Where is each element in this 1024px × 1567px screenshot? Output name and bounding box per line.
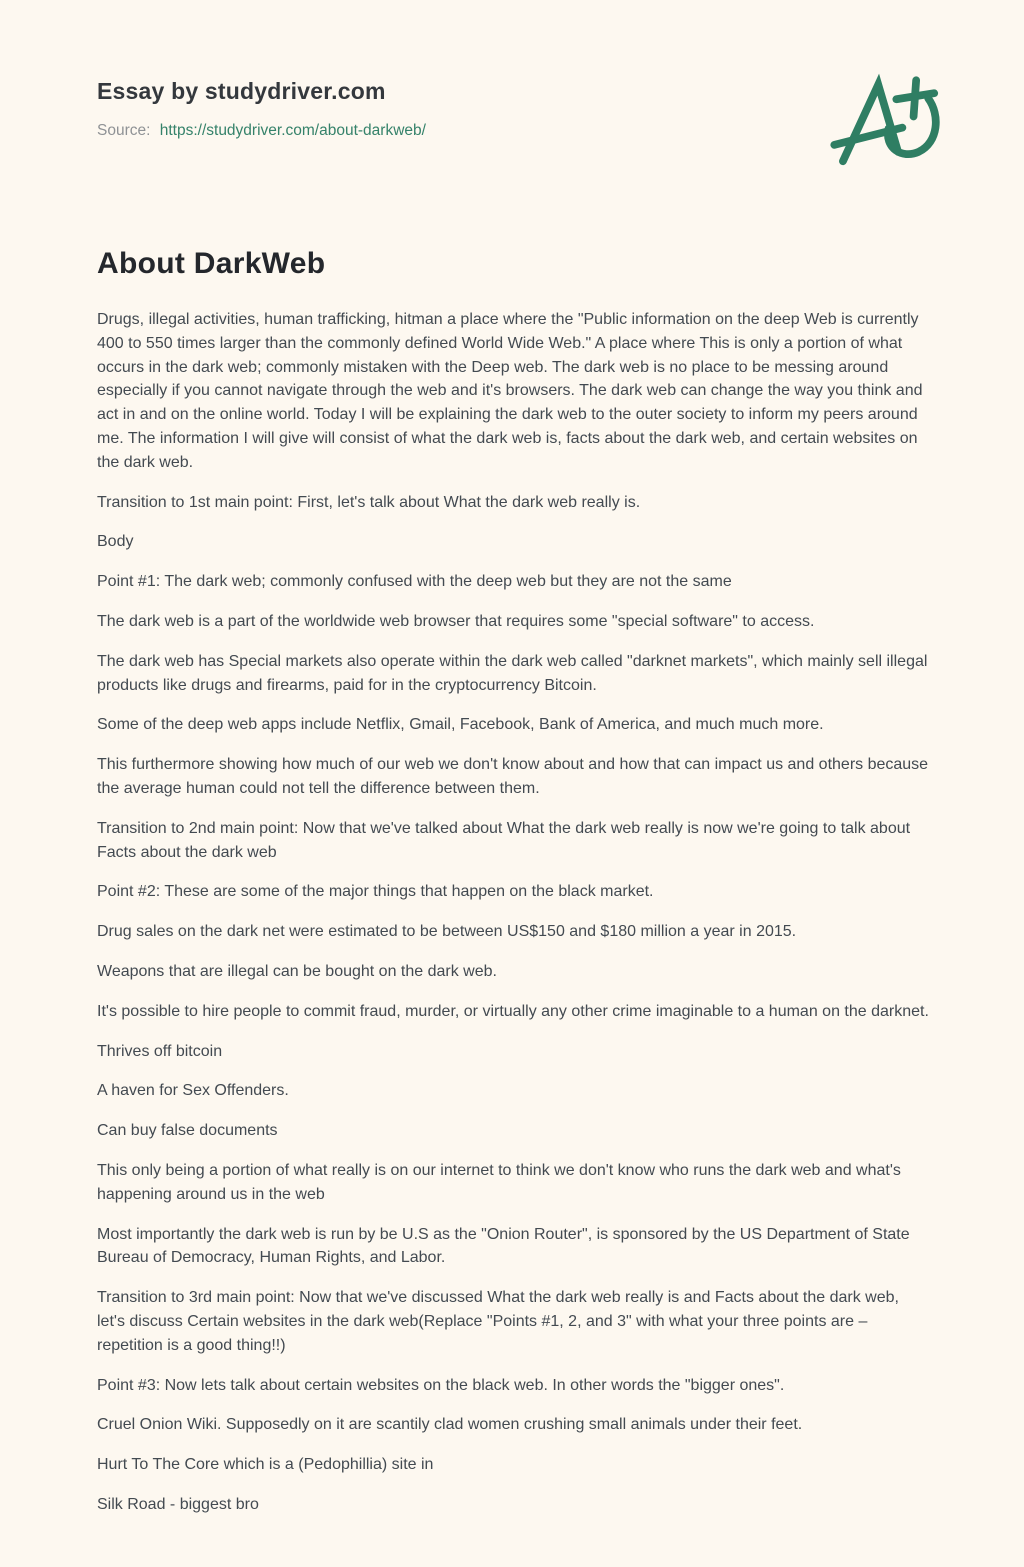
essay-source-title: Essay by studydriver.com	[97, 78, 386, 104]
essay-paragraph: Body	[97, 533, 134, 551]
essay-paragraph: Transition to 3rd main point: Now that we've discussed What the dark web really is and Facts about the dark web, let's discuss Certain websites in the dark web(Replace "Points #1, 2, and 3" with what your three points are – repetition is a good thing!!)	[97, 1289, 899, 1354]
essay-paragraph: Thrives off bitcoin	[97, 1042, 223, 1060]
essay-paragraph: Weapons that are illegal can be bought on the dark web.	[97, 962, 497, 980]
essay-title: About DarkWeb	[97, 247, 326, 280]
page-header	[97, 78, 929, 140]
essay-paragraph: The dark web is a part of the worldwide web browser that requires some "special software" to access.	[97, 612, 815, 630]
essay-paragraph: A haven for Sex Offenders.	[97, 1082, 289, 1100]
essay-paragraph: Cruel Onion Wiki. Supposedly on it are scantily clad women crushing small animals under their feet.	[97, 1416, 803, 1434]
essay-paragraph: This furthermore showing how much of our web we don't know about and how that can impact us and others because the average human could not tell the difference between them.	[97, 756, 929, 797]
essay-paragraph: The dark web has Special markets also operate within the dark web called "darknet markets", which mainly sell illegal products like drugs and firearms, paid for in the cryptocurrency Bitcoin.	[97, 652, 928, 694]
essay-paragraph: Transition to 1st main point: First, let's talk about What the dark web really is.	[97, 493, 641, 511]
essay-body	[97, 308, 929, 1517]
essay-paragraph: Some of the deep web apps include Netflix, Gmail, Facebook, Bank of America, and much much more.	[97, 716, 824, 734]
essay-main	[97, 247, 929, 1517]
source-line	[97, 122, 929, 140]
essay-paragraph: Point #2: These are some of the major things that happen on the black market.	[97, 883, 654, 901]
essay-paragraph: It's possible to hire people to commit fraud, murder, or virtually any other crime imaginable to a human on the darknet.	[97, 1002, 929, 1020]
essay-paragraph: Can buy false documents	[97, 1122, 278, 1140]
essay-paragraph: Transition to 2nd main point: Now that we've talked about What the dark web really is now we're going to talk about Facts about the dark web	[97, 819, 911, 861]
essay-paragraph: Point #1: The dark web; commonly confused with the deep web but they are not the same	[97, 573, 732, 591]
essay-paragraph: This only being a portion of what really is on our internet to think we don't know who runs the dark web and what's happening around us in the web	[97, 1161, 901, 1203]
essay-paragraph: Drugs, illegal activities, human trafficking, hitman a place where the "Public information on the deep Web is currently 400 to 550 times larger than the commonly defined World Wide Web." A place where This is only a portion of what occurs in the dark web; commonly mistaken with the Deep web. The dark web is no place to be messing around especially if you cannot navigate through the web and it's browsers. The dark web can change the way you think and act in and on the online world. Today I will be explaining the dark web to the outer society to inform my peers around me. The information I will give will consist of what the dark web is, facts about the dark web, and certain websites on the dark web.	[97, 311, 923, 471]
source-label: Source:	[97, 122, 151, 139]
essay-paragraph: Most importantly the dark web is run by be U.S as the "Onion Router", is sponsored by the US Department of State Bureau of Democracy, Human Rights, and Labor.	[97, 1225, 910, 1267]
essay-paragraph: Drug sales on the dark net were estimated to be between US$150 and $180 million a year in 2015.	[97, 923, 797, 941]
essay-paragraph: Silk Road - biggest bro	[97, 1495, 259, 1513]
essay-paragraph: Point #3: Now lets talk about certain websites on the black web. In other words the "bigger ones".	[97, 1376, 785, 1394]
source-link[interactable]: https://studydriver.com/about-darkweb/	[159, 122, 426, 139]
essay-paragraph: Hurt To The Core which is a (Pedophillia) site in	[97, 1456, 434, 1474]
a-plus-logo-icon	[830, 70, 942, 175]
